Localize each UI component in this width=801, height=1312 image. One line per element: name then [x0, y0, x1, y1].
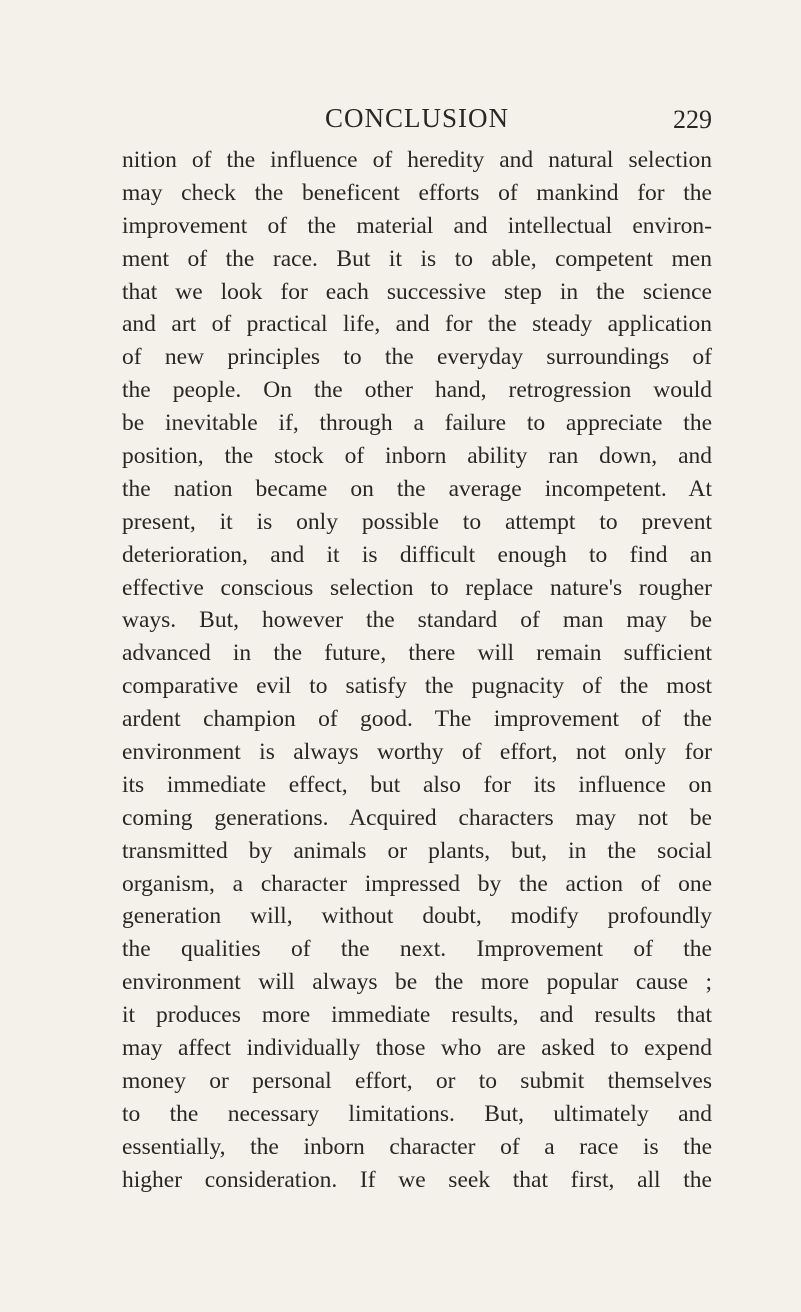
text-line: environment will always be the more popular cause ; [122, 969, 712, 996]
text-line: effective conscious selection to replace nature's rougher [122, 574, 712, 601]
text-line: it produces more immediate results, and results that [122, 1002, 712, 1029]
text-line: improvement of the material and intellectual environ- [122, 212, 712, 239]
text-line: environment is always worthy of effort, not only for [122, 739, 712, 766]
text-line: and art of practical life, and for the steady application [122, 311, 712, 338]
running-title: CONCLUSION [324, 103, 509, 133]
text-line: the people. On the other hand, retrogression would [122, 377, 712, 404]
text-line: ment of the race. But it is to able, competent men [122, 245, 712, 272]
text-line: essentially, the inborn character of a race is the [122, 1133, 712, 1160]
text-line: organism, a character impressed by the action of one [122, 870, 712, 897]
text-line: of new principles to the everyday surroundings of [122, 344, 712, 371]
text-line: to the necessary limitations. But, ultimately and [122, 1100, 712, 1127]
text-line: ardent champion of good. The improvement of the [122, 706, 712, 733]
text-line: the nation became on the average incompetent. At [122, 475, 712, 502]
text-line: deterioration, and it is difficult enough to find an [122, 541, 712, 568]
text-line: present, it is only possible to attempt to prevent [122, 508, 712, 535]
text-line: transmitted by animals or plants, but, in the social [122, 837, 712, 864]
text-line: generation will, without doubt, modify profoundly [122, 903, 712, 930]
text-line: nition of the influence of heredity and natural selection [122, 147, 712, 173]
text-line: ways. But, however the standard of man may be [122, 607, 712, 634]
page-number: 229 [673, 105, 712, 134]
text-line: position, the stock of inborn ability ran down, and [122, 443, 712, 470]
text-line: coming generations. Acquired characters may not be [122, 804, 712, 831]
text-line: may affect individually those who are asked to expend [122, 1035, 712, 1062]
text-line: money or personal effort, or to submit themselves [122, 1067, 712, 1094]
text-line: its immediate effect, but also for its influence on [122, 771, 712, 798]
body-text [122, 144, 712, 1197]
text-line: may check the beneficent efforts of mankind for the [122, 179, 712, 206]
text-line: comparative evil to satisfy the pugnacity of the most [122, 673, 712, 700]
running-head [122, 98, 712, 138]
text-line: be inevitable if, through a failure to appreciate the [122, 410, 712, 437]
text-line: the qualities of the next. Improvement of the [122, 936, 712, 963]
text-line: higher consideration. If we seek that first, all the [122, 1166, 712, 1193]
text-line: that we look for each successive step in the science [122, 278, 712, 305]
text-line: advanced in the future, there will remain sufficient [122, 640, 712, 667]
